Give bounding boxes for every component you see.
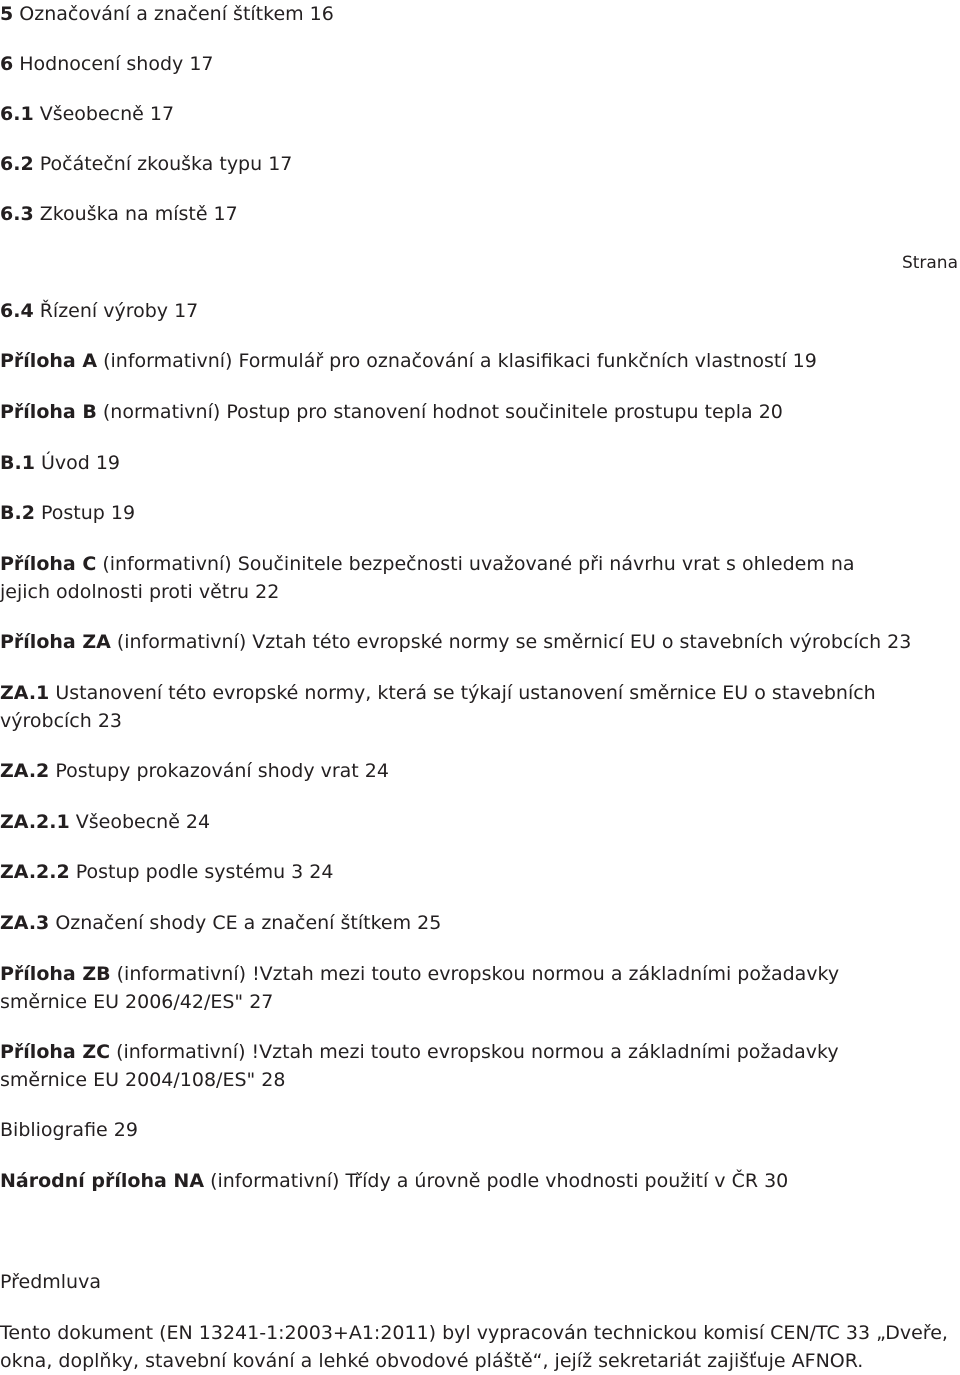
toc-entry-number: Příloha B bbox=[0, 401, 97, 423]
toc-entry-number: ZA.3 bbox=[0, 912, 50, 934]
toc-entry bbox=[0, 909, 960, 937]
toc-entry-text: (informativní) !Vztah mezi touto evropskou normou a základními požadavky směrnice EU 2006/42/ES" 27 bbox=[0, 963, 840, 1013]
toc-entry-text: Postup 19 bbox=[34, 502, 136, 524]
toc-entry bbox=[0, 1167, 960, 1195]
toc-entry-number: Příloha ZA bbox=[0, 631, 111, 653]
toc-entry bbox=[0, 449, 960, 477]
toc-entry-number: 6.2 bbox=[0, 153, 34, 175]
toc-entry-text: Řízení výroby 17 bbox=[33, 300, 199, 322]
toc-entry bbox=[0, 1116, 960, 1144]
toc-entry bbox=[0, 628, 960, 656]
toc-entry bbox=[0, 0, 960, 28]
toc-entry bbox=[0, 679, 958, 735]
toc-entry bbox=[0, 960, 850, 1016]
toc-entry bbox=[0, 150, 960, 178]
toc-entry-text: Označování a značení štítkem 16 bbox=[13, 3, 334, 25]
toc-entry-number: Příloha ZC bbox=[0, 1041, 111, 1063]
toc-entry-text: (informativní) Třídy a úrovně podle vhodnosti použití v ČR 30 bbox=[204, 1170, 789, 1192]
toc-entry-number: 6 bbox=[0, 53, 14, 75]
toc-entry-number: B.2 bbox=[0, 502, 35, 524]
toc-entry-number: Národní příloha NA bbox=[0, 1170, 205, 1192]
toc-entry-text: (informativní) Formulář pro označování a klasifikaci funkčních vlastností 19 bbox=[97, 350, 817, 372]
toc-entry-number: 6.3 bbox=[0, 203, 34, 225]
toc-entry bbox=[0, 50, 960, 78]
toc-entry-number: Příloha A bbox=[0, 350, 98, 372]
toc-entry-text: Všeobecně 17 bbox=[33, 103, 175, 125]
toc-entry-number: 5 bbox=[0, 3, 14, 25]
toc-entry bbox=[0, 297, 960, 325]
strana-label: Strana bbox=[901, 253, 958, 273]
toc-entry bbox=[0, 200, 960, 228]
toc-entry-text: (normativní) Postup pro stanovení hodnot součinitele prostupu tepla 20 bbox=[96, 401, 783, 423]
toc-entry-number: Příloha ZB bbox=[0, 963, 111, 985]
toc-entry bbox=[0, 499, 960, 527]
toc-entry bbox=[0, 808, 960, 836]
toc-entry-text: Postupy prokazování shody vrat 24 bbox=[49, 760, 389, 782]
toc-entry-number: 6.4 bbox=[0, 300, 34, 322]
toc-entry-text: Počáteční zkouška typu 17 bbox=[33, 153, 293, 175]
toc-entry-number: ZA.2 bbox=[0, 760, 50, 782]
toc-entry-text: (informativní) Vztah této evropské normy se směrnicí EU o stavebních výrobcích 23 bbox=[110, 631, 912, 653]
toc-entry bbox=[0, 757, 960, 785]
toc-entry-text: Úvod 19 bbox=[34, 452, 121, 474]
toc-entry-text: Hodnocení shody 17 bbox=[13, 53, 214, 75]
toc-entry bbox=[0, 100, 960, 128]
toc-entry-number: Příloha C bbox=[0, 553, 97, 575]
foreword-paragraph: Tento dokument (EN 13241-1:2003+A1:2011) byl vypracován technickou komisí CEN/TC 33 „Dveře, okna, doplňky, stavební kování a lehké obvodové pláště“, jejíž sekretariát zajišťuje AFNOR. bbox=[0, 1322, 948, 1372]
toc-entry-number: ZA.1 bbox=[0, 682, 50, 704]
toc-entry-text: (informativní) !Vztah mezi touto evropskou normou a základními požadavky směrnice EU 2004/108/ES" 28 bbox=[0, 1041, 839, 1091]
toc-entry-number: ZA.2.2 bbox=[0, 861, 70, 883]
toc-entry-text: Zkouška na místě 17 bbox=[33, 203, 238, 225]
toc-entry-number: B.1 bbox=[0, 452, 35, 474]
toc-entry bbox=[0, 398, 960, 426]
toc-entry-text: Ustanovení této evropské normy, která se týkají ustanovení směrnice EU o stavebních výrobcích 23 bbox=[0, 682, 876, 732]
toc-entry bbox=[0, 347, 960, 375]
toc-entry bbox=[0, 858, 960, 886]
toc-entry-text: Označení shody CE a značení štítkem 25 bbox=[49, 912, 442, 934]
toc-entry bbox=[0, 550, 910, 606]
toc-entry bbox=[0, 1038, 850, 1094]
toc-entry-number: ZA.2.1 bbox=[0, 811, 70, 833]
foreword-heading: Předmluva bbox=[0, 1271, 101, 1293]
toc-entry-text: (informativní) Součinitele bezpečnosti uvažované při návrhu vrat s ohledem na jejich odolnosti proti větru 22 bbox=[0, 553, 855, 603]
toc-entry-text: Všeobecně 24 bbox=[69, 811, 211, 833]
toc-entry-text: Postup podle systému 3 24 bbox=[69, 861, 334, 883]
toc-entry-number: 6.1 bbox=[0, 103, 34, 125]
toc-entry-text: Bibliografie 29 bbox=[0, 1119, 138, 1141]
